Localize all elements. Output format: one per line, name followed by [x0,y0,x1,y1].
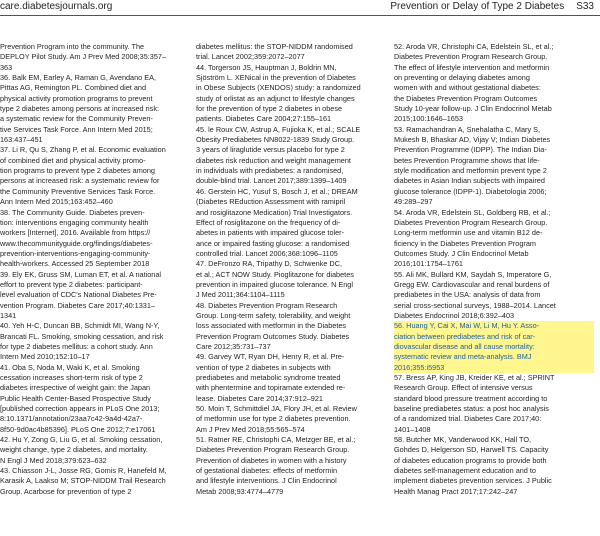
reference-line: Obesity Prediabetes NN8022-1839 Study Group. [196,135,355,145]
reference-line: 1401–1408 [394,424,431,434]
reference-line: Brancati FL. Smoking, smoking cessation, and risk [0,331,164,341]
reference-line: 49:289–297 [394,197,433,207]
reference-line: 45. le Roux CW, Astrup A, Fujioka K, et al.; SCALE [196,124,361,134]
reference-line: 1341 [0,310,17,320]
reference-line: type 2 diabetes among persons at increased risk: [0,104,159,114]
reference-line: 39. Ely EK, Gruss SM, Luman ET, et al. A national [0,269,162,279]
reference-line: study of orlistat as an adjunct to lifestyle changes [196,93,355,103]
reference-line: prediabetes in the USA: analysis of data from [394,290,541,300]
reference-line: Health Manag Pract 2017;17:242–247 [394,486,518,496]
reference-line: of combined diet and physical activity promo- [0,155,146,165]
highlighted-reference-text: ciation between prediabetes and risk of car- [394,331,536,341]
reference-line: trial. Lancet 2002;359:2072–2077 [196,52,305,62]
reference-line: Metab 2008;93:4774–4779 [196,486,284,496]
reference-line: et al.; ACT NOW Study. Pioglitazone for diabetes [196,269,354,279]
reference-line: vention Program. Diabetes Care 2017;40:1331– [0,300,155,310]
reference-line: 47. DeFronzo RA, Tripathy D, Schwenke DC, [196,259,342,269]
reference-line: 50. Moin T, Schmittdiel JA, Flory JH, et al. Review [196,404,357,414]
highlighted-reference-line [394,332,594,342]
reference-line: Prevention Program Outcomes Study. Diabetes [196,331,350,341]
reference-line: diabetes in Asian Indian subjects with impaired [394,176,545,186]
reference-line: 46. Gerstein HC, Yusuf S, Bosch J, et al.; DREAM [196,186,358,196]
reference-line: ance or impaired fasting glucose: a randomised [196,238,350,248]
reference-line: Group. Acarbose for prevention of type 2 [0,486,132,496]
reference-line: Group. Long-term safety, tolerability, and weight [196,310,351,320]
reference-line: Research Group. Effect of intensive versus [394,383,533,393]
reference-line: Study 10-year follow-up. J Clin Endocrinol Metab [394,104,552,114]
header-rule [0,15,600,16]
reference-line: 51. Ratner RE, Christophi CA, Metzger BE, et al.; [196,435,356,445]
highlighted-reference-text: systematic review and meta-analysis. BMJ [394,352,532,362]
reference-line: Diabetes Prevention Program Research Group. [394,52,548,62]
reference-line: level evaluation of CDC's National Diabetes Pre- [0,290,157,300]
highlighted-reference-text: diovascular disease and all cause mortality: [394,341,535,351]
reference-line: Pittas AG, Remington PL. Combined diet and [0,83,147,93]
reference-line: baseline prediabetes status: a post hoc analysis [394,404,549,414]
reference-line: double-blind trial. Lancet 2017;389:1399–1409 [196,176,347,186]
highlighted-reference-text: 2016;355:i5953 [394,362,445,372]
reference-line: 55. Ali MK, Bullard KM, Saydah S, Imperatore G, [394,269,552,279]
reference-line: serial cross-sectional surveys, 1988–2014. Lancet [394,300,556,310]
highlighted-reference-line [394,321,594,331]
reference-line: standard blood pressure treatment according to [394,393,548,403]
reference-line: prediabetes and metabolic syndrome treated [196,373,341,382]
reference-line: diabetes risk reduction and weight management [196,155,351,165]
reference-line: 38. The Community Guide. Diabetes preven- [0,207,145,217]
reference-line: diabetes mellitus: the STOP-NIDDM randomised [196,42,353,51]
reference-line: Prevention of diabetes in women with a history [196,455,347,465]
reference-line: in individuals with prediabetes: a randomised, [196,166,344,176]
reference-line: prevention-interventions-engaging-community- [0,248,151,258]
reference-line: of metformin use for type 2 diabetes prevention. [196,414,351,424]
journal-site-link[interactable]: care.diabetesjournals.org [0,1,113,12]
reference-line: 48. Diabetes Prevention Program Research [196,300,338,310]
reference-line: 44. Torgerson JS, Hauptman J, Boldrin MN, [196,62,337,72]
reference-line: effort to prevent type 2 diabetes: participant- [0,279,143,289]
reference-line: cessation increases short-term risk of type 2 [0,373,143,382]
reference-line: 363 [0,62,13,72]
reference-line: glucose tolerance (IDPP-1). Diabetologia 2006; [394,186,547,196]
highlighted-reference-line [394,352,594,362]
reference-line: Gohdes D, Helgerson SD, Harwell TS. Capacity [394,445,549,455]
reference-line: 42. Hu Y, Zong G, Liu G, et al. Smoking cessation, [0,435,163,445]
reference-line: [published correction appears in PLoS One 2013; [0,404,160,414]
reference-line: 58. Butcher MK, Vanderwood KK, Hall TO, [394,435,532,445]
reference-line: tion programs to prevent type 2 diabetes among [0,166,155,176]
running-title: Prevention or Delay of Type 2 Diabetes [390,1,565,12]
running-title-group [390,0,594,13]
reference-line: for type 2 diabetes mellitus: a cohort study. Ann [0,341,153,351]
reference-line: Diabetes Prevention Program Research Group. [394,217,548,227]
reference-line: weight change, type 2 diabetes, and mortality. [0,445,148,455]
reference-line: 37. Li R, Qu S, Zhang P, et al. Economic evaluation [0,145,166,155]
reference-line: Mukesh B, Bhaskar AD, Vijay V; Indian Diabetes [394,135,551,145]
reference-line: Public Health Center-Based Prospective Study [0,393,151,403]
reference-line: Diabetes Endocrinol 2018;6:392–403 [394,310,515,320]
reference-line: tive Services Task Force. Ann Intern Med 2015; [0,124,153,134]
reference-line: Karasik A, Laakso M; STOP-NIDDM Trail Research [0,476,166,486]
reference-line: loss associated with metformin in the Diabetes [196,321,347,331]
reference-line: Prevention Programme (IDPP). The Indian Dia- [394,145,547,155]
reference-line: Care 2012;35:731–737 [196,341,271,351]
reference-line: DEPLOY Pilot Study. Am J Prev Med 2008;35:357– [0,52,167,62]
reference-line: 8f50-9d0ac4b85396]. PLoS One 2012;7:e17061 [0,424,156,434]
reference-line: 163:437–451 [0,135,43,145]
reference-line: J Med 2011;364:1104–1115 [196,290,285,300]
reference-line: Outcomes Study. J Clin Endocrinol Metab [394,248,529,258]
reference-line: 53. Ramachandran A, Snehalatha C, Mary S, [394,124,541,134]
reference-line: in Obese Subjects (XENDOS) study: a randomized [196,83,361,93]
reference-line: 2015;100:1646–1653 [394,114,463,124]
reference-line: diabetes irrespective of weight gain: the Japan [0,383,151,393]
reference-line: of a randomized trial. Diabetes Care 2017;40: [394,414,542,424]
reference-line: for the prevention of type 2 diabetes in obese [196,104,343,114]
reference-line: Gregg EW. Cardiovascular and renal burdens of [394,279,550,289]
reference-line: 3 years of liraglutide versus placebo for type 2 [196,145,345,155]
reference-line: 54. Aroda VR, Edelstein SL, Goldberg RB, et al.; [394,207,551,217]
reference-line: of gestational diabetes: effects of metformin [196,466,338,476]
reference-line: controlled trial. Lancet 2006;368:1096–1105 [196,248,338,258]
reference-line: patients. Diabetes Care 2004;27:155–161 [196,114,332,124]
page-number: S33 [576,1,594,12]
reference-column-1 [0,42,192,497]
reference-line: lease. Diabetes Care 2014;37:912–921 [196,393,323,403]
reference-line: diabetes self-management education and to [394,466,536,476]
highlighted-reference-text: 56. Huang Y, Cai X, Mai W, Li M, Hu Y. Asso- [394,321,540,331]
reference-line: Prevention Program into the community. The [0,42,145,51]
reference-line: Am J Prev Med 2018;55:565–574 [196,424,305,434]
reference-line: persons at increased risk: a systematic review for [0,176,160,186]
reference-line: with phentermine and topiramate extended re- [196,383,346,393]
reference-line: prevention in impaired glucose tolerance. N Engl [196,279,353,289]
reference-line: tion: interventions engaging community health [0,217,149,227]
reference-line: women with and without gestational diabetes: [394,83,541,93]
reference-line: health-workers. Accessed 25 September 2018 [0,259,150,269]
reference-line: Sjöström L. XENical in the prevention of Diabetes [196,73,356,83]
reference-line: 8:10.1371/annotation/23aa7c42-9a4d-42a7- [0,414,143,424]
reference-line: Ann Intern Med 2015;163:452–460 [0,197,113,207]
reference-line: physical activity promotion programs to prevent [0,93,153,103]
reference-line: 49. Garvey WT, Ryan DH, Henry R, et al. Pre- [196,352,345,362]
reference-line: 40. Yeh H-C, Duncan BB, Schmidt MI, Wang N-Y, [0,321,160,331]
reference-column-3 [394,42,594,497]
reference-line: style modification and metformin prevent type 2 [394,166,547,176]
reference-column-2 [196,42,390,497]
reference-line: 52. Aroda VR, Christophi CA, Edelstein SL, et al.; [394,42,554,51]
reference-line: 41. Oba S, Noda M, Waki K, et al. Smoking [0,362,140,372]
reference-line: 2016;101:1754–1761 [394,259,463,269]
reference-line: 36. Balk EM, Earley A, Raman G, Avendano EA, [0,73,157,83]
reference-line: Effect of rosiglitazone on the frequency of di- [196,217,341,227]
reference-line: abetes in patients with impaired glucose toler- [196,228,345,238]
reference-line: and rosiglitazone Medication) Trial Investigators. [196,207,353,217]
reference-line: the Diabetes Prevention Program Outcomes [394,93,538,103]
reference-line: N Engl J Med 2018;379:623–632 [0,455,107,465]
reference-line: ficiency in the Diabetes Prevention Program [394,238,536,248]
reference-line: betes Prevention Programme shows that life- [394,155,540,165]
reference-line: Intern Med 2010;152:10–17 [0,352,90,362]
reference-line: (Diabetes REduction Assessment with ramipril [196,197,346,207]
reference-line: The effect of lifestyle intervention and metformin [394,62,550,72]
reference-line: a systematic review for the Community Preven- [0,114,153,124]
reference-line: and lifestyle interventions. J Clin Endocrinol [196,476,337,486]
reference-line: 43. Chiasson J-L, Josse RG, Gomis R, Hanefeld M, [0,466,167,476]
highlighted-reference-line [394,342,594,352]
reference-line: 57. Bress AP, King JB, Kreider KE, et al.; SPRINT [394,373,555,382]
reference-line: vention of type 2 diabetes in subjects with [196,362,331,372]
highlighted-reference-line [394,363,594,373]
reference-line: implement diabetes prevention services. J Public [394,476,552,486]
reference-line: Diabetes Prevention Program Research Group. [196,445,350,455]
reference-line: on preventing or delaying diabetes among [394,73,530,83]
reference-line: the Community Preventive Services Task Force. [0,186,156,196]
reference-line: workers [Internet], 2016. Available from https:// [0,228,151,238]
reference-line: Long-term metformin use and vitamin B12 de- [394,228,543,238]
reference-line: www.thecommunityguide.org/findings/diabetes- [0,238,153,248]
reference-line: of diabetes education programs to provide both [394,455,547,465]
